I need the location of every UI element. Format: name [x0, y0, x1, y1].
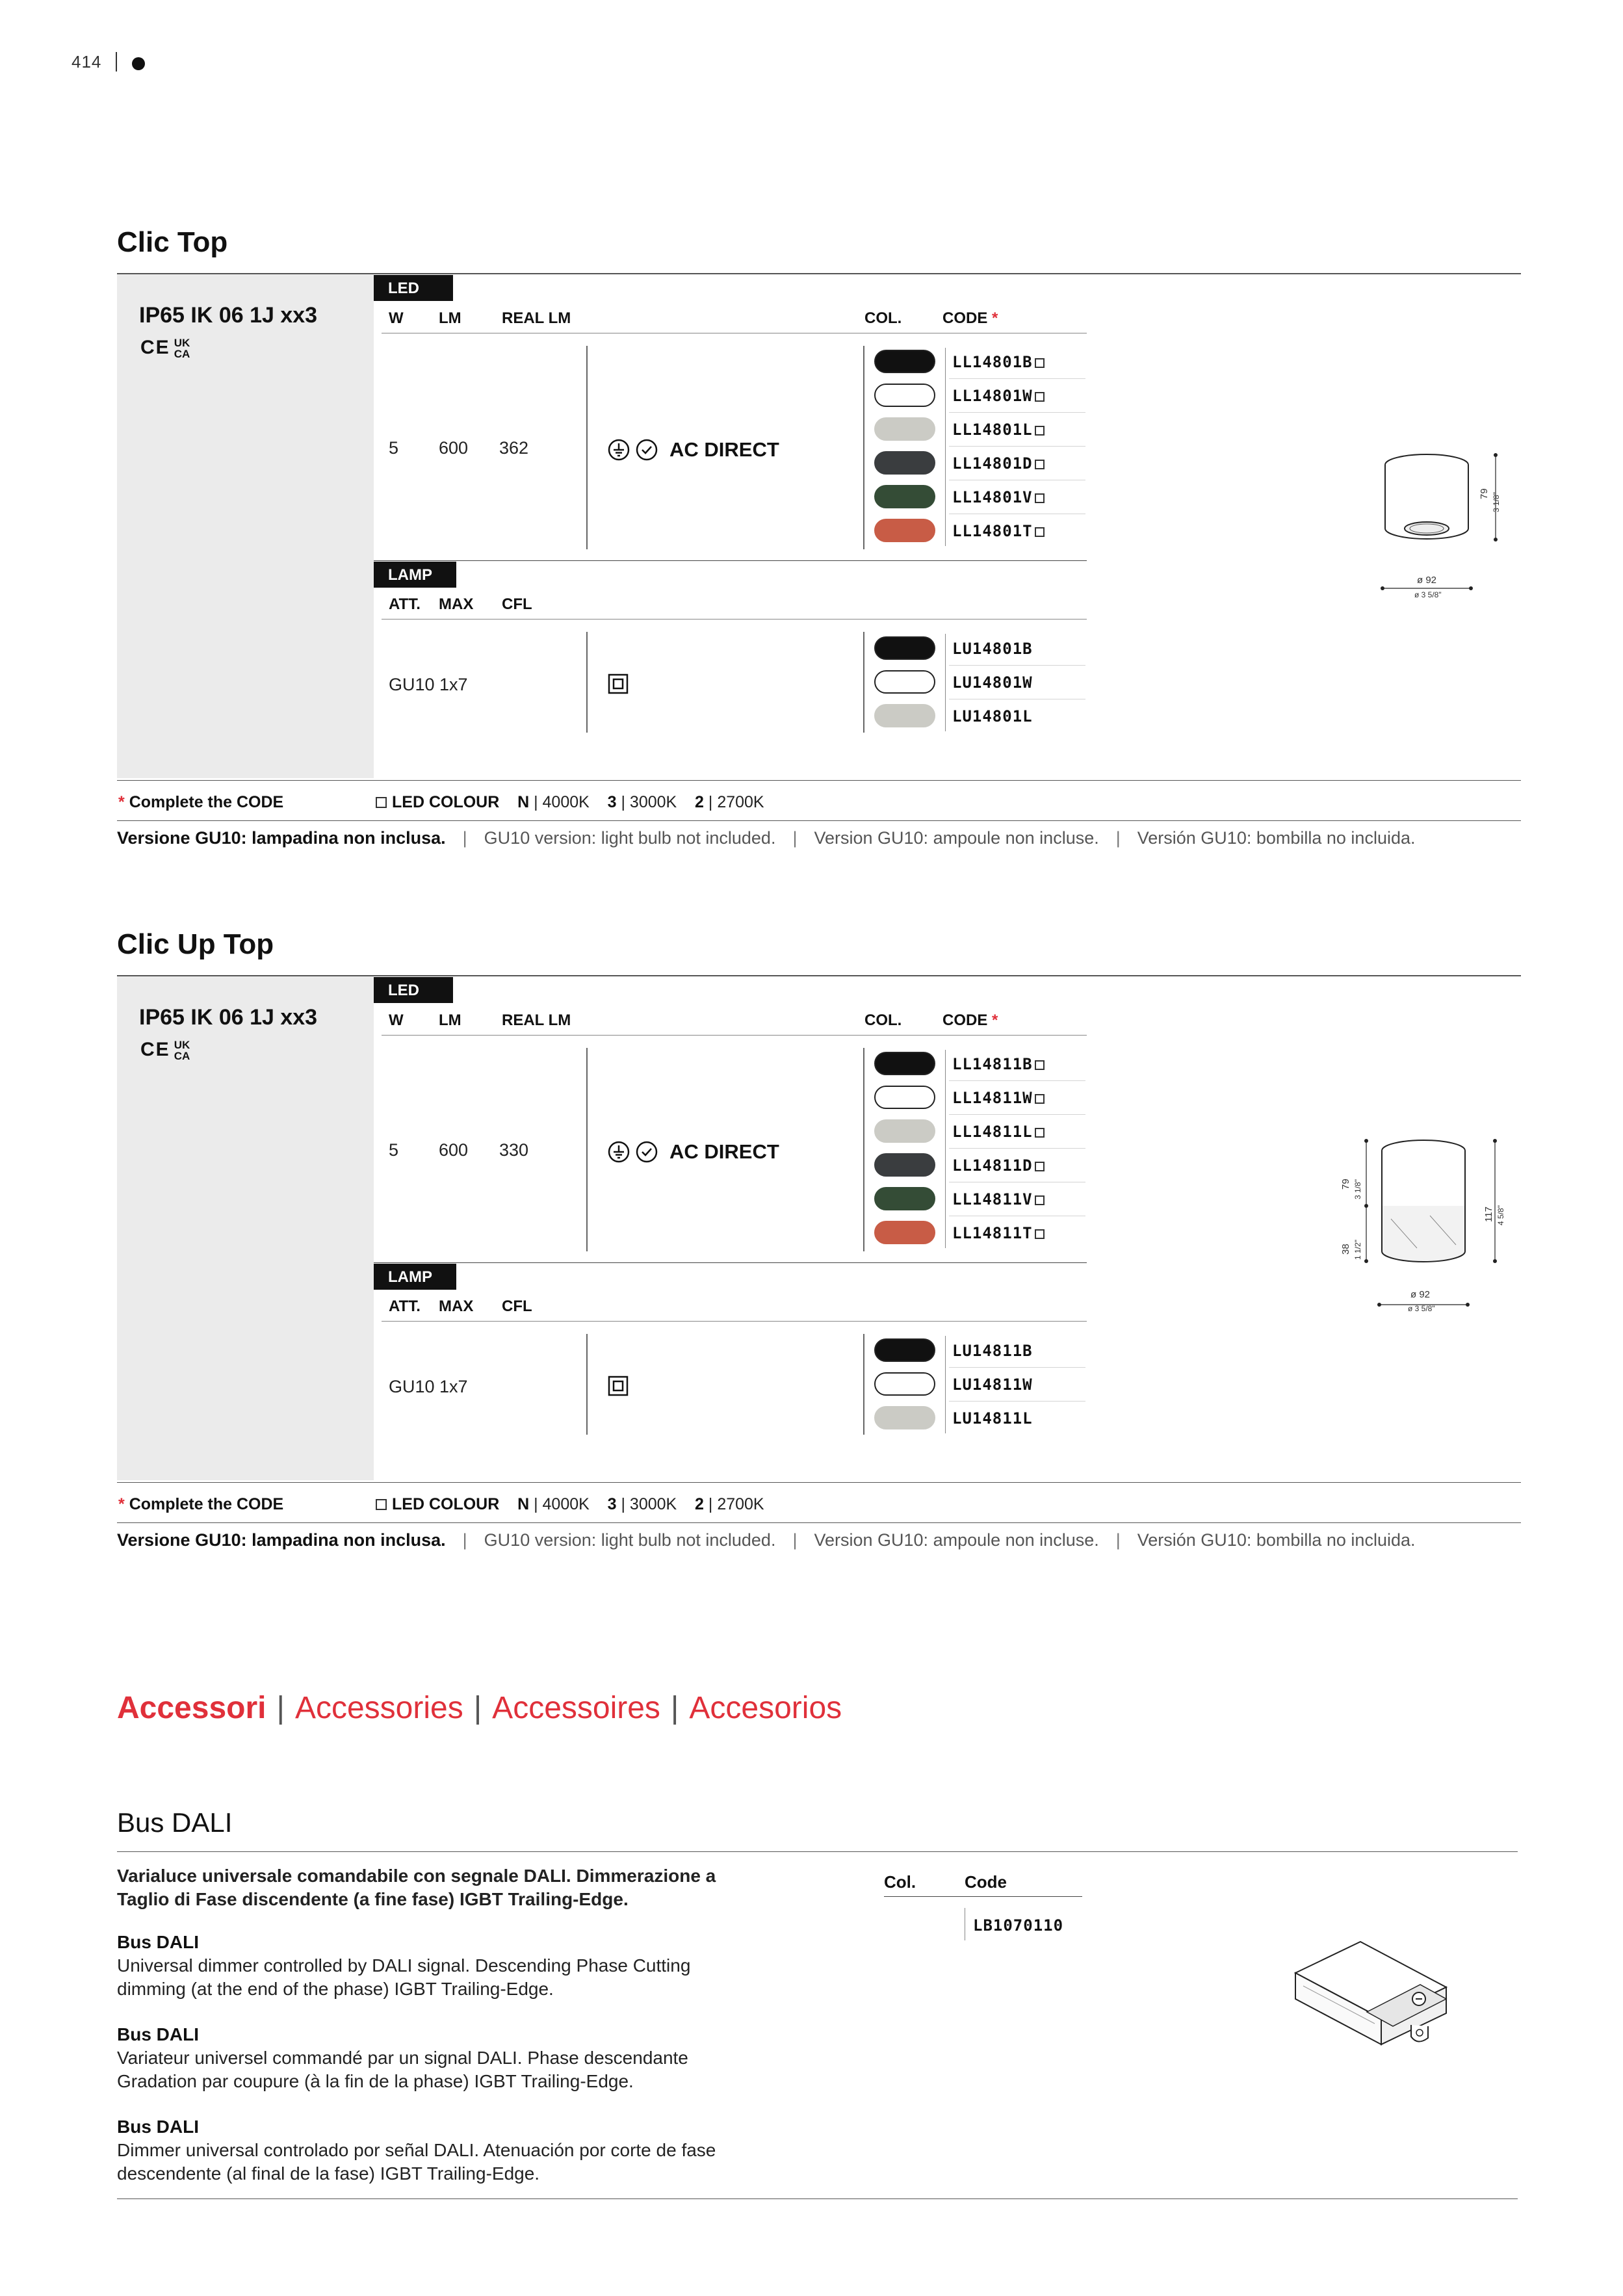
- product-code: LL14801L: [952, 421, 1045, 439]
- ip-rating: IP65 IK 06 1J xx3: [139, 303, 318, 328]
- color-swatch-terracotta: [874, 519, 935, 542]
- code-divider: [945, 634, 946, 731]
- color-swatch-light-grey: [874, 417, 935, 441]
- color-swatch-light-grey: [874, 704, 935, 727]
- accessories-heading: Accessori | Accessories | Accessoires | Accesorios: [117, 1691, 842, 1725]
- product-code: LL14811B: [952, 1055, 1045, 1073]
- check-icon: [636, 439, 658, 464]
- color-swatch-light-grey: [874, 1119, 935, 1143]
- lamp-tag: LAMP: [374, 1264, 456, 1290]
- color-swatch-light-grey: [874, 1406, 935, 1429]
- title-rule: [117, 1851, 1518, 1852]
- value-real-lm: 362: [499, 438, 529, 458]
- color-swatch-white: [874, 1372, 935, 1396]
- header-cfl: CFL: [502, 1298, 532, 1315]
- header-real-lm: REAL LM: [502, 309, 571, 327]
- dimension-height-in: 3 1/8": [1492, 492, 1501, 512]
- ce-mark: CE: [140, 1039, 170, 1060]
- certification-marks: [140, 1039, 190, 1062]
- dimension-height: 79: [1479, 488, 1490, 499]
- color-swatch-dark-grey: [874, 1153, 935, 1177]
- color-swatch-white: [874, 384, 935, 407]
- header-rule: [884, 1896, 1082, 1897]
- accessory-description-es: Bus DALI Dimmer universal controlado por señal DALI. Atenuación por corte de fase descendente (al final de la fase) IGBT Trailing-Edge.: [117, 2117, 716, 2184]
- column-divider: [586, 346, 588, 549]
- header-max: MAX: [439, 1298, 474, 1315]
- header-col: Col.: [884, 1872, 916, 1892]
- header-w: W: [389, 309, 404, 327]
- product-code: LL14811L: [952, 1123, 1045, 1141]
- dimension-top-height: 79: [1340, 1179, 1351, 1190]
- header-code: CODE *: [942, 309, 998, 327]
- row-rule: [949, 378, 1085, 379]
- header-cfl: CFL: [502, 595, 532, 613]
- footer-rule: [117, 780, 1521, 781]
- value-w: 5: [389, 438, 399, 458]
- product-code: LB1070110: [973, 1916, 1064, 1935]
- check-icon: [636, 1141, 658, 1166]
- color-swatch-green: [874, 485, 935, 508]
- lamp-value: GU10 1x7: [389, 675, 468, 694]
- dimension-bottom-height-in: 1 1/2": [1353, 1240, 1362, 1260]
- header-rule: [382, 1321, 1087, 1322]
- product-code: LL14811D: [952, 1156, 1045, 1175]
- product-title: Clic Top: [117, 226, 228, 258]
- footer-rule: [117, 820, 1521, 821]
- column-divider: [586, 632, 588, 733]
- code-divider: [945, 1336, 946, 1433]
- earth-icon: [608, 439, 630, 464]
- color-swatch-green: [874, 1187, 935, 1210]
- product-code: LL14801T: [952, 522, 1045, 540]
- dimension-total-height: 117: [1483, 1207, 1494, 1222]
- header-col: COL.: [864, 309, 902, 327]
- value-lm: 600: [439, 438, 469, 458]
- section-rule: [374, 1262, 1087, 1263]
- ukca-mark: UK CA: [174, 1039, 190, 1063]
- ip-rating: IP65 IK 06 1J xx3: [139, 1005, 318, 1030]
- header-lm: LM: [439, 309, 461, 327]
- page-dot-icon: [132, 57, 145, 70]
- dimension-bottom-height: 38: [1340, 1244, 1351, 1255]
- led-colour-legend: LED COLOUR N | 4000K 3 | 3000K 2 | 2700K: [376, 793, 764, 812]
- header-code: Code: [965, 1872, 1007, 1892]
- row-rule: [949, 1080, 1085, 1081]
- color-swatch-black: [874, 1052, 935, 1075]
- dimension-diameter: ø 92: [1410, 1289, 1431, 1300]
- footer-rule: [117, 1482, 1521, 1483]
- dimension-diameter: ø 92: [1417, 575, 1437, 586]
- row-rule: [949, 446, 1085, 447]
- complete-code-note: * Complete the CODE: [118, 793, 284, 811]
- header-max: MAX: [439, 595, 474, 613]
- accessory-description-en: Bus DALI Universal dimmer controlled by DALI signal. Descending Phase Cutting dimming (at the end of the phase) IGBT Trailing-Edge.: [117, 1932, 691, 1999]
- header-col: COL.: [864, 1011, 902, 1029]
- row-rule: [949, 1401, 1085, 1402]
- product-code: LL14801W: [952, 387, 1045, 405]
- header-rule: [382, 619, 1087, 620]
- ukca-mark: UK CA: [174, 337, 190, 361]
- lamp-tag: LAMP: [374, 562, 456, 588]
- header-att: ATT.: [389, 595, 421, 613]
- lamp-value: GU10 1x7: [389, 1377, 468, 1396]
- product-code: LL14811V: [952, 1190, 1045, 1208]
- accessory-intro: Varialuce universale comandabile con segnale DALI. Dimmerazione a Taglio di Fase discendente (a fine fase) IGBT Trailing-Edge.: [117, 1866, 716, 1909]
- earth-icon: [608, 1141, 630, 1166]
- product-code: LL14811T: [952, 1224, 1045, 1242]
- dimension-diameter-in: ø 3 5/8": [1408, 1304, 1435, 1313]
- page-number: 414: [71, 52, 102, 72]
- led-tag: LED: [374, 275, 453, 301]
- row-rule: [949, 1367, 1085, 1368]
- column-divider: [863, 632, 864, 733]
- complete-code-note: * Complete the CODE: [118, 1495, 284, 1513]
- driver-label: AC DIRECT: [669, 1140, 779, 1163]
- footer-rule: [117, 2198, 1518, 2199]
- product-code: LL14801D: [952, 454, 1045, 473]
- product-title: Clic Up Top: [117, 928, 274, 960]
- header-att: ATT.: [389, 1298, 421, 1315]
- column-divider: [586, 1048, 588, 1251]
- row-rule: [949, 1148, 1085, 1149]
- value-lm: 600: [439, 1140, 469, 1160]
- bulb-note: Versione GU10: lampadina non inclusa. | GU10 version: light bulb not included. | Version GU10: ampoule non incluse. | Versión GU10: bombilla no incluida.: [117, 1530, 1416, 1550]
- dimension-total-height-in: 4 5/8": [1496, 1205, 1505, 1225]
- value-w: 5: [389, 1140, 399, 1160]
- double-insulation-icon: [608, 673, 629, 698]
- header-rule: [382, 1035, 1087, 1036]
- column-divider: [863, 346, 864, 549]
- value-real-lm: 330: [499, 1140, 529, 1160]
- code-divider: [945, 348, 946, 546]
- column-divider: [863, 1048, 864, 1251]
- led-colour-legend: LED COLOUR N | 4000K 3 | 3000K 2 | 2700K: [376, 1495, 764, 1514]
- column-divider: [863, 1334, 864, 1435]
- color-swatch-black: [874, 1338, 935, 1362]
- color-swatch-white: [874, 670, 935, 694]
- double-insulation-icon: [608, 1376, 629, 1400]
- ce-mark: CE: [140, 337, 170, 358]
- accessory-title: Bus DALI: [117, 1807, 233, 1838]
- product-code: LU14801L: [952, 707, 1033, 725]
- color-swatch-white: [874, 1086, 935, 1109]
- header-lm: LM: [439, 1011, 461, 1029]
- color-swatch-black: [874, 350, 935, 373]
- page-number-divider: [116, 52, 117, 72]
- dimension-diameter-in: ø 3 5/8": [1414, 590, 1442, 599]
- bulb-note: Versione GU10: lampadina non inclusa. | GU10 version: light bulb not included. | Version GU10: ampoule non incluse. | Versión GU10: bombilla no incluida.: [117, 828, 1416, 848]
- driver-label: AC DIRECT: [669, 438, 779, 461]
- section-rule: [374, 560, 1087, 561]
- color-swatch-terracotta: [874, 1221, 935, 1244]
- row-rule: [949, 665, 1085, 666]
- product-code: LU14811B: [952, 1342, 1033, 1360]
- product-code: LL14801V: [952, 488, 1045, 506]
- row-rule: [949, 1114, 1085, 1115]
- row-rule: [949, 412, 1085, 413]
- color-swatch-black: [874, 636, 935, 660]
- product-code: LU14811W: [952, 1376, 1033, 1394]
- product-drawing: [1375, 449, 1518, 605]
- product-code: LU14811L: [952, 1409, 1033, 1428]
- certification-marks: [140, 337, 190, 359]
- product-code: LU14801B: [952, 640, 1033, 658]
- header-code: CODE *: [942, 1011, 998, 1029]
- footer-rule: [117, 1522, 1521, 1523]
- dali-dimmer-drawing: [1284, 1934, 1453, 2074]
- color-swatch-dark-grey: [874, 451, 935, 475]
- dimension-top-height-in: 3 1/8": [1353, 1179, 1362, 1199]
- led-tag: LED: [374, 977, 453, 1003]
- header-real-lm: REAL LM: [502, 1011, 571, 1029]
- header-w: W: [389, 1011, 404, 1029]
- code-divider: [945, 1050, 946, 1248]
- product-code: LL14811W: [952, 1089, 1045, 1107]
- accessory-description-fr: Bus DALI Variateur universel commandé par un signal DALI. Phase descendante Gradation par coupure (à la fin de la phase) IGBT Trailing-Edge.: [117, 2024, 688, 2091]
- product-code: LL14801B: [952, 353, 1045, 371]
- product-code: LU14801W: [952, 673, 1033, 692]
- column-divider: [586, 1334, 588, 1435]
